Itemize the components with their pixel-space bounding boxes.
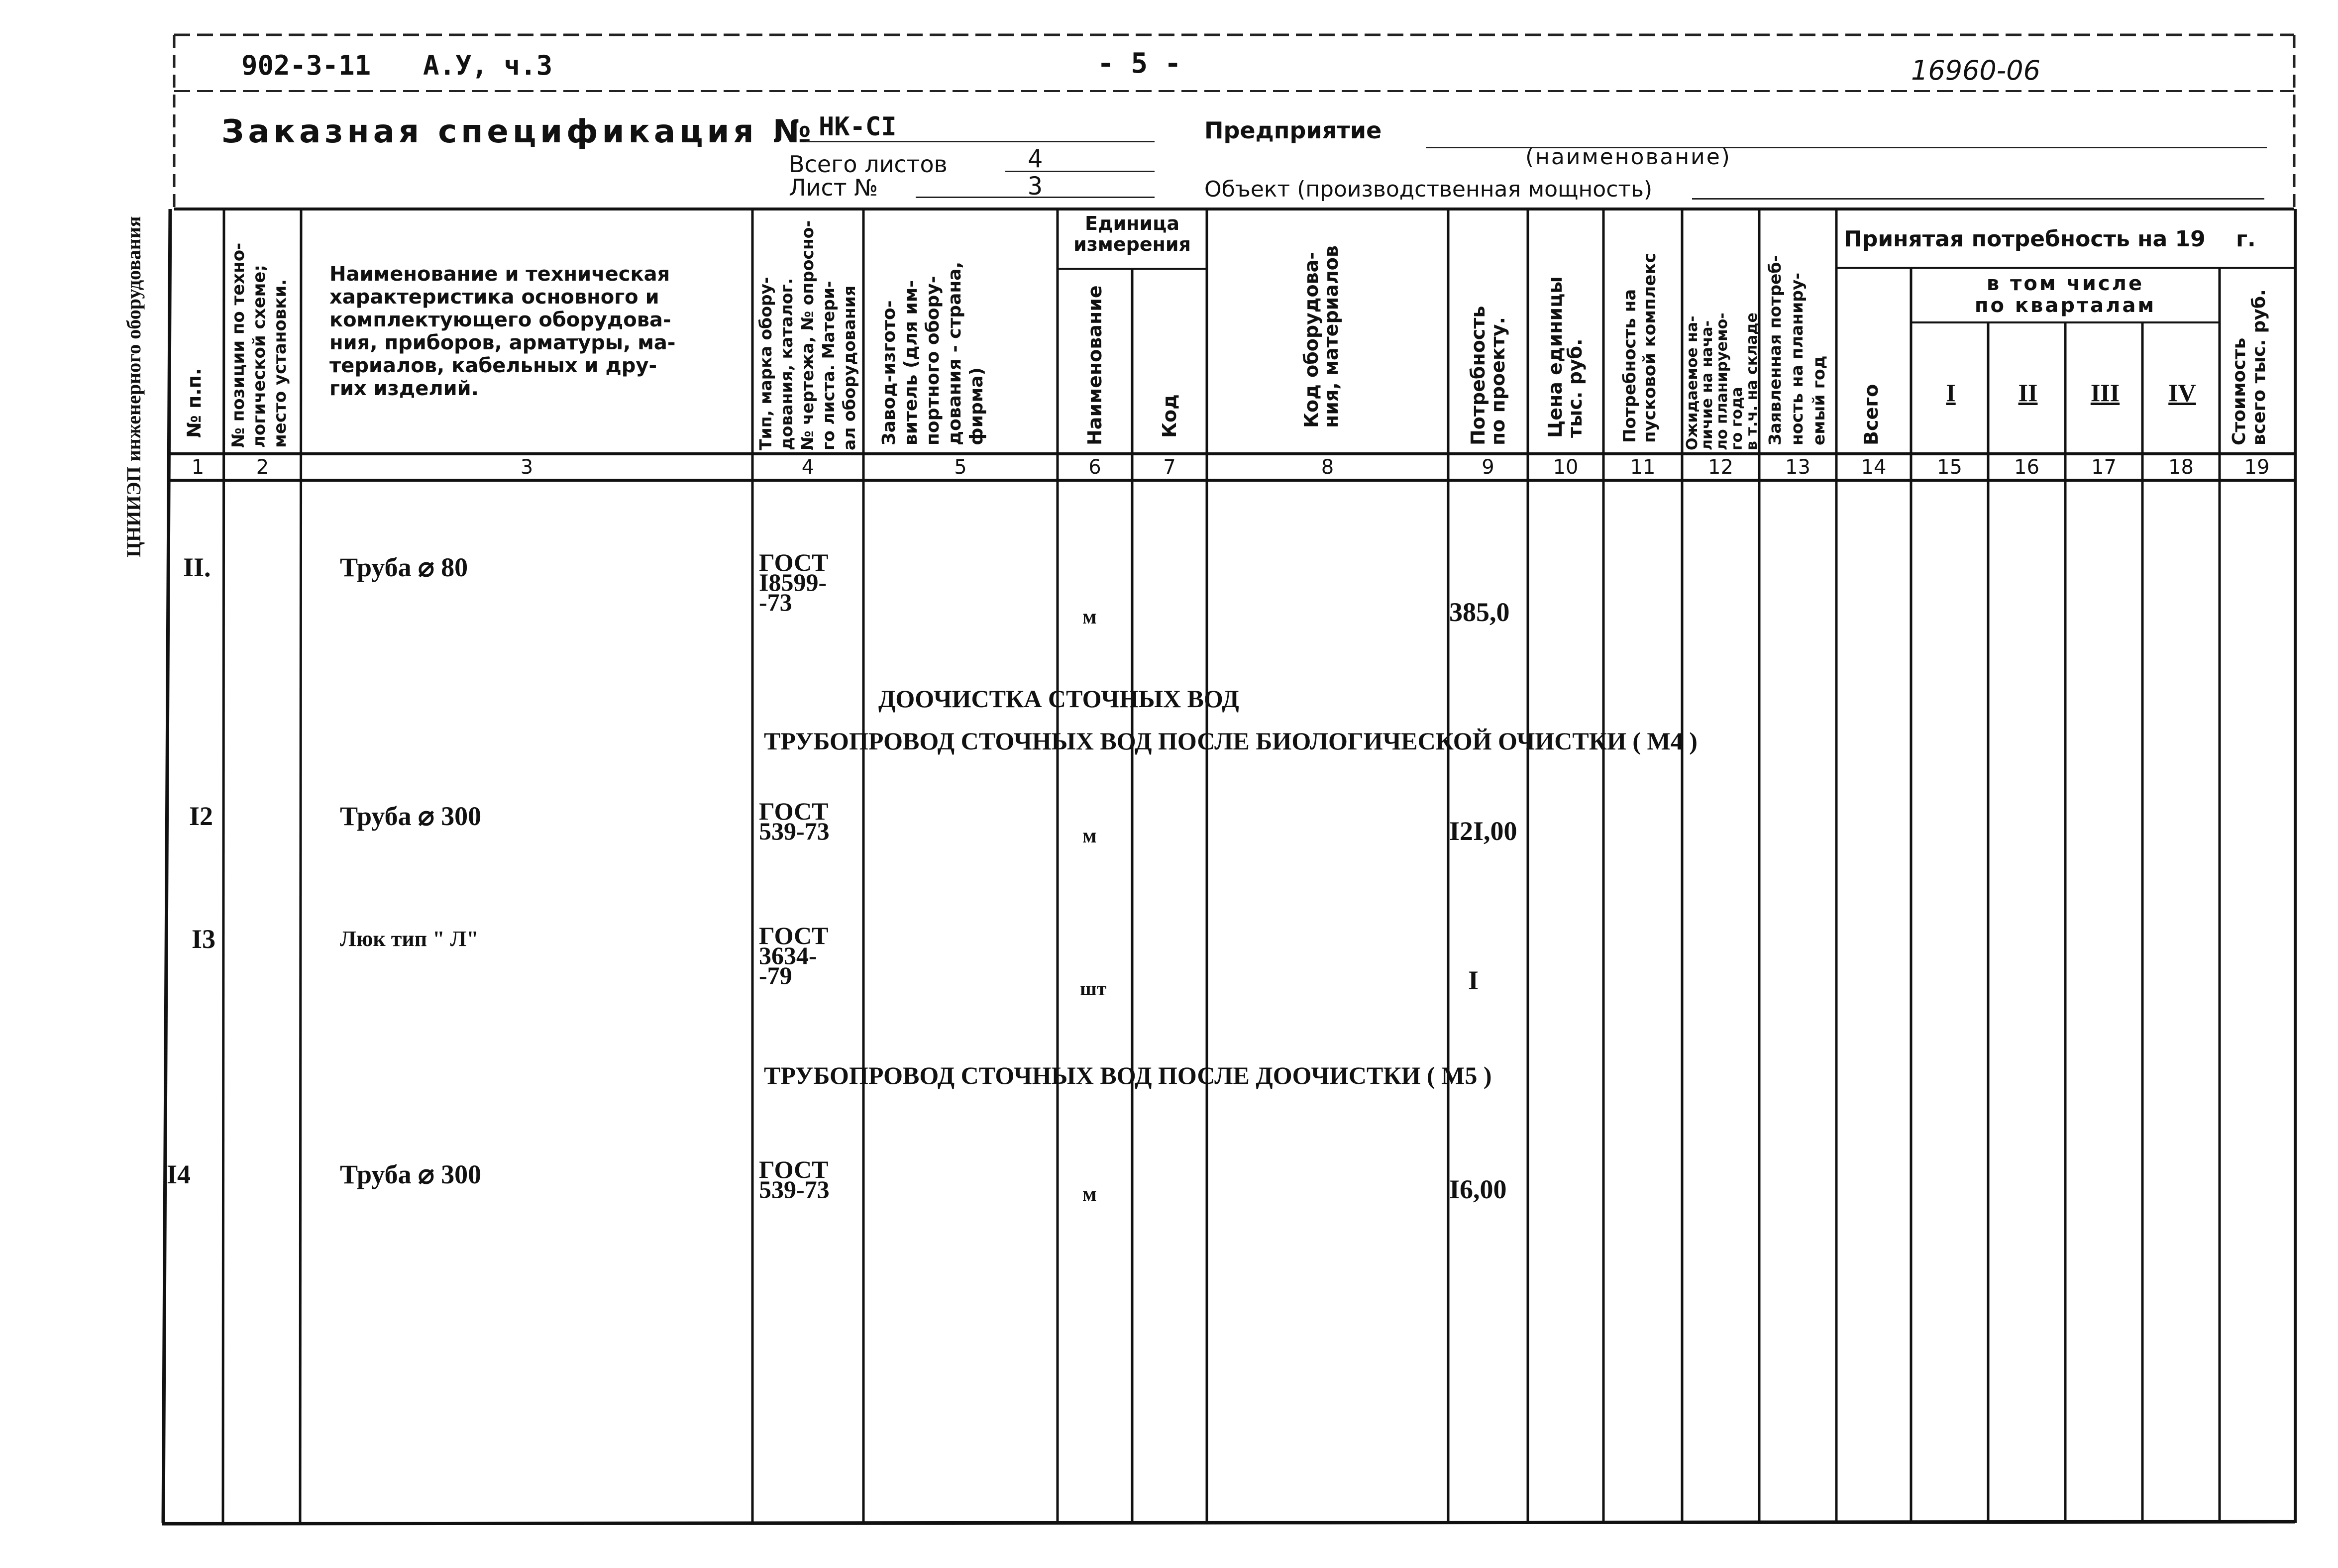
colnum-6: 6 [1088, 456, 1101, 479]
page-number: - 5 - [1097, 47, 1181, 80]
colnum-15: 15 [1937, 456, 1962, 479]
col10-header: Цена единицы тыс. руб. [1544, 276, 1586, 438]
spec-title: Заказная спецификация № [221, 113, 815, 150]
col5-header: Завод-изгото- витель (для им- портного обору- дования - страна, фирма) [879, 261, 987, 445]
col3-header: Наименование и техническая характеристика основного и комплектующего оборудова- ния, приборов, арматуры, ма- териалов, кабельных и дру- гих изделий. [329, 263, 676, 400]
quarters-group-header: в том числе по кварталам [1974, 272, 2156, 317]
row-unit: м [1082, 1183, 1097, 1206]
colnum-19: 19 [2244, 456, 2270, 479]
col7-header: Код [1159, 394, 1180, 438]
colnum-1: 1 [191, 456, 205, 479]
sheets-total-label: Всего листов [789, 151, 948, 178]
side-organization-text: ЦНИИЭП инженерного оборудования [122, 216, 145, 557]
row-gost: ГОСТ I8599- -73 [759, 548, 829, 616]
row-no: II. [183, 552, 211, 582]
accepted-group-header: Принятая потребность на 19 г. [1844, 226, 2256, 252]
row-no: I3 [192, 924, 216, 954]
row-qty: I2I,00 [1449, 816, 1517, 846]
row-unit: м [1082, 825, 1097, 847]
colnum-11: 11 [1630, 456, 1656, 479]
object-label: Объект (производственная мощность) [1204, 177, 1653, 202]
section-heading: ДООЧИСТКА СТОЧНЫХ ВОД [878, 685, 1239, 713]
table-left-line [163, 209, 170, 1523]
row-unit: м [1082, 606, 1097, 628]
col19-header: Стоимость всего тыс. руб. [2229, 289, 2269, 445]
sheets-total-value: 4 [1028, 144, 1043, 173]
project-code: 902-3-11 [241, 50, 371, 81]
col14-header: Всего [1860, 384, 1882, 445]
row-no: I4 [167, 1159, 191, 1189]
colnum-8: 8 [1321, 456, 1334, 479]
col11-header: Потребность на пусковой комплекс [1620, 253, 1660, 443]
col8-header: Код оборудова- ния, материалов [1300, 245, 1342, 428]
colnum-9: 9 [1482, 456, 1494, 479]
row-gost: ГОСТ 3634- -79 [759, 922, 829, 989]
row-qty: I6,00 [1449, 1174, 1507, 1204]
col6-header: Наименование [1084, 285, 1106, 445]
spec-number: НК-СI [819, 112, 897, 142]
row-name: Люк тип " Л" [340, 927, 479, 951]
colnum-17: 17 [2091, 456, 2117, 479]
row-name: Труба ⌀ 300 [340, 801, 482, 831]
quarter-4-header: IV [2168, 379, 2196, 407]
colnum-12: 12 [1708, 456, 1733, 479]
row-unit: шт [1080, 977, 1107, 1000]
colnum-13: 13 [1785, 456, 1810, 479]
col9-header: Потребность по проекту. [1467, 306, 1509, 445]
colnum-3: 3 [520, 456, 533, 479]
row-name: Труба ⌀ 300 [340, 1159, 482, 1189]
inventory-number: 16960-06 [1911, 55, 2040, 86]
section-heading: ТРУБОПРОВОД СТОЧНЫХ ВОД ПОСЛЕ ДООЧИСТКИ ( М5 ) [764, 1061, 1492, 1089]
col1-header: № п.п. [183, 368, 205, 438]
section-heading: ТРУБОПРОВОД СТОЧНЫХ ВОД ПОСЛЕ БИОЛОГИЧЕСКОЙ ОЧИСТКИ ( М4 ) [764, 727, 1698, 755]
quarter-1-header: I [1946, 379, 1956, 407]
col2-header: № позиции по техно- логической схеме; место установки. [228, 242, 290, 448]
row-name: Труба ⌀ 80 [340, 552, 468, 582]
col13-header: Заявленная потреб- ность на планиру- емый год [1765, 255, 1828, 445]
name-caption: (наименование) [1525, 144, 1731, 170]
row-gost: ГОСТ 539-73 [759, 1155, 830, 1203]
colnum-2: 2 [256, 456, 269, 479]
album-part: А.У, ч.3 [423, 50, 553, 81]
enterprise-label: Предприятие [1204, 117, 1382, 144]
colnum-5: 5 [954, 456, 967, 479]
row-no: I2 [189, 801, 213, 831]
table-bottom-line [162, 1522, 2295, 1524]
quarter-2-header: II [2018, 379, 2038, 407]
row-qty: 385,0 [1449, 597, 1510, 627]
quarter-3-header: III [2090, 379, 2120, 407]
row-gost: ГОСТ 539-73 [759, 797, 830, 845]
row-qty: I [1468, 965, 1479, 995]
col12-header: Ожидаемое на- личие на нача- ло планируемо- го года в т.ч. на складе [1684, 312, 1761, 450]
unit-group-header: Единица измерения [1073, 212, 1191, 255]
col4-header: Тип, марка обору- дования, каталог. № чертежа, № опросно- го листа. Матери- ал оборудования [756, 220, 859, 450]
sheet-number-value: 3 [1028, 172, 1043, 201]
sheet-label: Лист № [789, 174, 878, 201]
colnum-4: 4 [801, 456, 815, 479]
colnum-18: 18 [2168, 456, 2194, 479]
colnum-7: 7 [1163, 456, 1176, 479]
colnum-16: 16 [2014, 456, 2039, 479]
colnum-10: 10 [1553, 456, 1579, 479]
colnum-14: 14 [1861, 456, 1887, 479]
